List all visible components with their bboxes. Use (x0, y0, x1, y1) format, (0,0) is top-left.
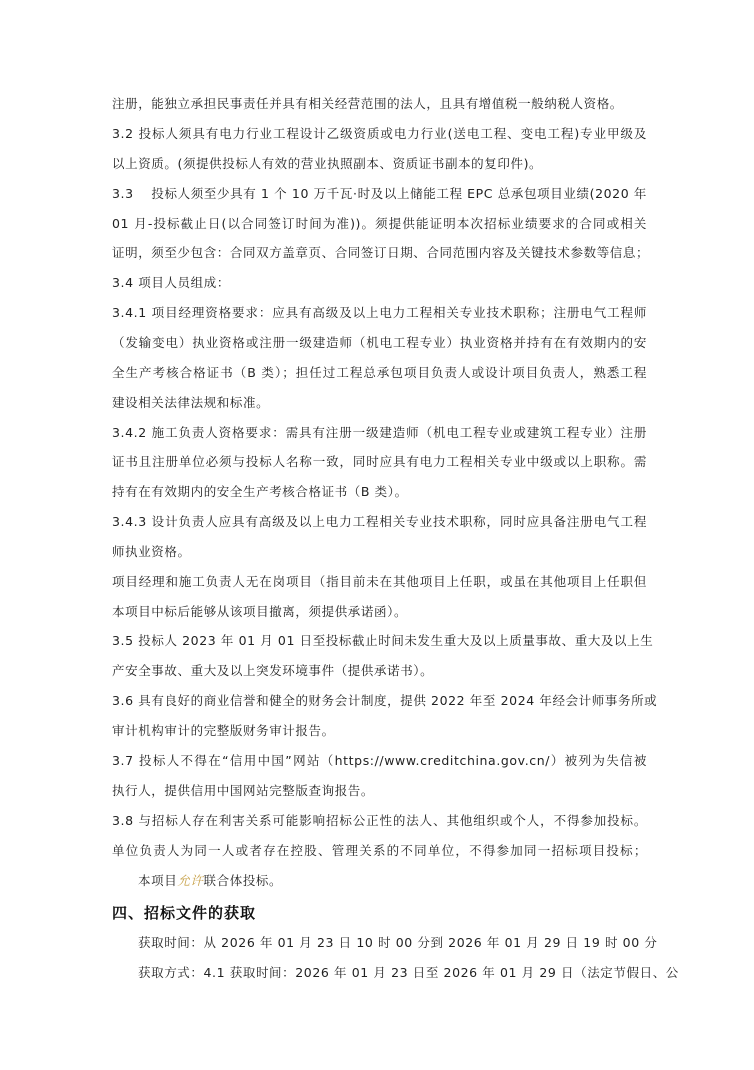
text-line: 注册，能独立承担民事责任并具有相关经营范围的法人，且具有增值税一般纳税人资格。 (112, 96, 623, 111)
consortium-suffix: 联合体投标。 (203, 873, 283, 888)
text-line: 以上资质。(须提供投标人有效的营业执照副本、资质证书副本的复印件)。 (112, 156, 543, 171)
consortium-prefix: 本项目 (138, 873, 178, 888)
text-line: 3.3 投标人须至少具有 1 个 10 万千瓦·时及以上储能工程 EPC 总承包项目业绩(2020 年 (112, 186, 647, 201)
text-line: 产安全事故、重大及以上突发环境事件（提供承诺书）。 (112, 663, 434, 678)
acquisition-time-line: 获取时间：从 2026 年 01 月 23 日 10 时 00 分到 2026 年 01 月 29 日 19 时 00 分 (138, 935, 658, 950)
text-line: 3.8 与招标人存在利害关系可能影响招标公正性的法人、其他组织或个人，不得参加投标。 (112, 813, 647, 828)
text-line: 执行人，提供信用中国网站完整版查询报告。 (112, 783, 375, 798)
text-line: 单位负责人为同一人或者存在控股、管理关系的不同单位，不得参加同一招标项目投标； (112, 843, 647, 858)
text-line: 审计机构审计的完整版财务审计报告。 (112, 723, 335, 738)
text-line: 证明，须至少包含：合同双方盖章页、合同签订日期、合同范围内容及关键技术参数等信息； (112, 245, 650, 260)
text-line: 全生产考核合格证书（B 类）；担任过工程总承包项目负责人或设计项目负责人，熟悉工程 (112, 365, 647, 380)
text-line: 3.5 投标人 2023 年 01 月 01 日至投标截止时间未发生重大及以上质量事故、重大及以上生 (112, 633, 654, 648)
text-line: 本项目中标后能够从该项目撤离，须提供承诺函）。 (112, 604, 408, 619)
text-line: 持有在有效期内的安全生产考核合格证书（B 类）。 (112, 484, 408, 499)
consortium-line (138, 872, 647, 890)
text-line: 3.4.1 项目经理资格要求：应具有高级及以上电力工程相关专业技术职称；注册电气工程师 (112, 305, 647, 320)
acquisition-method-line: 获取方式：4.1 获取时间：2026 年 01 月 23 日至 2026 年 01 月 29 日（法定节假日、公 (138, 965, 679, 980)
text-line: 3.4.2 施工负责人资格要求：需具有注册一级建造师（机电工程专业或建筑工程专业）注册 (112, 425, 647, 440)
text-line: 建设相关法律法规和标准。 (112, 395, 270, 410)
section-heading: 四、招标文件的获取 (112, 904, 257, 922)
text-line: 3.6 具有良好的商业信誉和健全的财务会计制度，提供 2022 年至 2024 年经会计师事务所或 (112, 693, 658, 708)
consortium-highlight: 允许 (177, 873, 204, 888)
text-line: 3.7 投标人不得在“信用中国”网站（https://www.creditchina.gov.cn/）被列为失信被 (112, 753, 647, 768)
text-line: 项目经理和施工负责人无在岗项目（指目前未在其他项目上任职，或虽在其他项目上任职但 (112, 574, 647, 589)
text-line: 3.4.3 设计负责人应具有高级及以上电力工程相关专业技术职称，同时应具备注册电气工程 (112, 514, 647, 529)
text-line: 3.2 投标人须具有电力行业工程设计乙级资质或电力行业(送电工程、变电工程)专业甲级及 (112, 126, 647, 141)
text-line: 01 月-投标截止日(以合同签订时间为准))。须提供能证明本次招标业绩要求的合同或相关 (112, 216, 647, 231)
text-line: 证书且注册单位必须与投标人名称一致，同时应具有电力工程相关专业中级或以上职称。需 (112, 454, 647, 469)
text-line: 师执业资格。 (112, 544, 191, 559)
text-line: 3.4 项目人员组成： (112, 275, 230, 290)
text-line: （发输变电）执业资格或注册一级建造师（机电工程专业）执业资格并持有在有效期内的安 (112, 335, 647, 350)
